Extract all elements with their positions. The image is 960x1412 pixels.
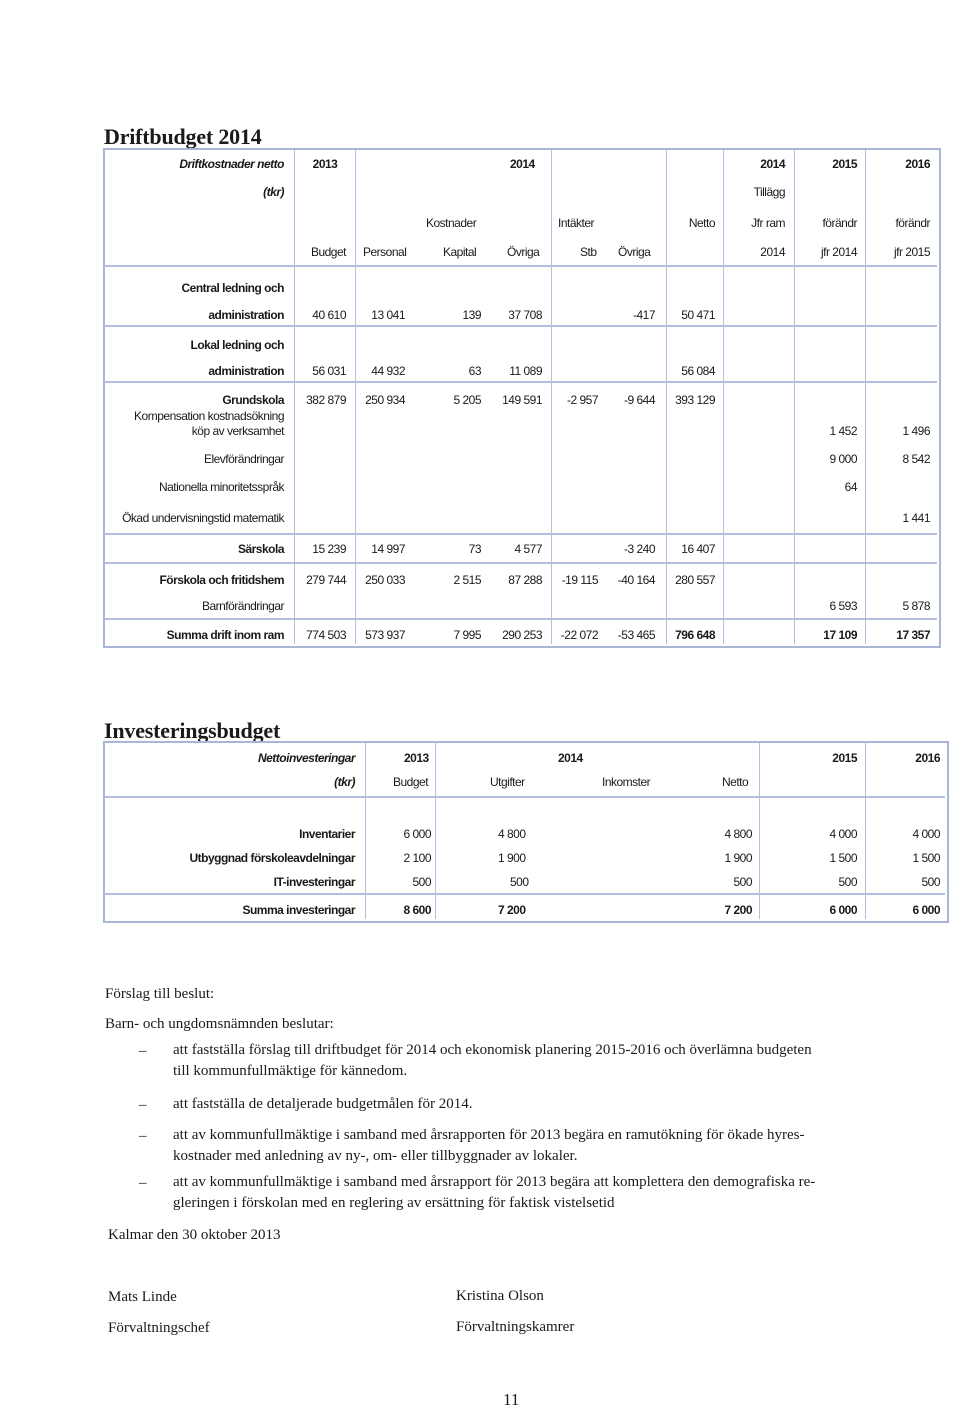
row-label: IT-investeringar — [273, 875, 355, 889]
cell-2015: 6 000 — [829, 903, 857, 917]
cell-kapital: 73 — [468, 542, 481, 556]
cell-ovriga: 87 288 — [508, 573, 542, 587]
cell-kapital: 5 205 — [453, 393, 481, 407]
cell-forandr-2016: 1 441 — [902, 511, 930, 525]
list-item-text: att fastställa förslag till driftbudget för 2014 och ekonomisk planering 2015-2016 och överlämna budgeten — [173, 1042, 812, 1058]
list-item-text: kostnader med anledning av ny-, om- eller tillbyggnader av lokaler. — [173, 1148, 578, 1164]
header-netto: Netto — [688, 216, 715, 230]
header-tillagg: Tillägg — [753, 185, 785, 199]
invest-table-frame — [103, 741, 949, 923]
list-item-text: att fastställa de detaljerade budgetmålen för 2014. — [173, 1096, 473, 1112]
cell-stb: -19 115 — [561, 573, 598, 587]
col-divider — [723, 150, 724, 644]
cell-ovriga: 290 253 — [502, 628, 542, 642]
header-year-2014: 2014 — [510, 157, 535, 171]
cell-budget: 774 503 — [306, 628, 346, 642]
cell-forandr-2015: 64 — [844, 480, 857, 494]
cell-forandr-2016: 8 542 — [902, 452, 930, 466]
cell-netto: 796 648 — [675, 628, 715, 642]
header-kapital: Kapital — [443, 245, 477, 259]
cell-kapital: 2 515 — [453, 573, 481, 587]
cell-netto: 7 200 — [724, 903, 752, 917]
cell-forandr-2015: 17 109 — [823, 628, 857, 642]
cell-utgifter: 1 900 — [498, 851, 526, 865]
header-ovriga-2: Övriga — [618, 245, 651, 259]
cell-netto: 56 084 — [681, 364, 715, 378]
signatory-name: Kristina Olson — [456, 1288, 544, 1304]
row-label: Förskola och fritidshem — [159, 573, 284, 587]
cell-ovriga-2: -417 — [632, 308, 655, 322]
cell-ovriga-2: -53 465 — [617, 628, 655, 642]
cell-netto: 16 407 — [681, 542, 715, 556]
row-label: Central ledning och — [181, 281, 284, 295]
header-personal: Personal — [363, 245, 407, 259]
row-label: administration — [208, 364, 284, 378]
proposal-intro: Barn- och ungdomsnämnden beslutar: — [105, 1016, 334, 1032]
header-stb: Stb — [580, 245, 597, 259]
cell-ovriga: 37 708 — [508, 308, 542, 322]
cell-ovriga-2: -40 164 — [617, 573, 655, 587]
row-divider — [105, 618, 937, 620]
cell-kapital: 7 995 — [453, 628, 481, 642]
cell-kapital: 63 — [468, 364, 481, 378]
list-item-text: att av kommunfullmäktige i samband med årsrapport för 2013 begära att komplettera den demografiska re- — [173, 1174, 816, 1190]
list-item-text: till kommunfullmäktige för kännedom. — [173, 1063, 408, 1079]
row-label: Ökad undervisningstid matematik — [122, 511, 284, 525]
bullet-dash: – — [139, 1128, 147, 1144]
cell-netto: 1 900 — [724, 851, 752, 865]
header-year-2014-ram: 2014 — [760, 157, 785, 171]
cell-utgifter: 7 200 — [498, 903, 526, 917]
header-year-2016: 2016 — [915, 751, 940, 765]
header-label: Nettoinvesteringar — [257, 751, 355, 765]
header-label: Driftkostnader netto — [179, 157, 284, 171]
cell-2016: 500 — [921, 875, 940, 889]
col-divider — [551, 150, 552, 644]
cell-budget: 8 600 — [403, 903, 431, 917]
place-date: Kalmar den 30 oktober 2013 — [108, 1227, 281, 1243]
header-year-2013: 2013 — [312, 157, 338, 171]
cell-personal: 13 041 — [371, 308, 405, 322]
header-unit: (tkr) — [334, 775, 355, 789]
cell-utgifter: 4 800 — [498, 827, 526, 841]
col-divider — [294, 150, 295, 644]
cell-budget: 40 610 — [312, 308, 346, 322]
cell-forandr-2015: 6 593 — [829, 599, 857, 613]
header-budget: Budget — [310, 245, 346, 259]
header-year-2015: 2015 — [832, 157, 857, 171]
header-unit: (tkr) — [263, 185, 284, 199]
cell-netto: 393 129 — [675, 393, 715, 407]
cell-personal: 14 997 — [371, 542, 405, 556]
row-label: Nationella minoritetsspråk — [158, 480, 284, 494]
header-jfrram: Jfr ram — [751, 216, 785, 230]
cell-netto: 4 800 — [724, 827, 752, 841]
row-label: Summa drift inom ram — [166, 628, 284, 642]
header-budget: Budget — [393, 775, 429, 789]
header-netto: Netto — [722, 775, 749, 789]
cell-netto: 500 — [733, 875, 752, 889]
cell-personal: 44 932 — [371, 364, 405, 378]
cell-ovriga-2: -3 240 — [623, 542, 655, 556]
row-label: Elevförändringar — [203, 452, 284, 466]
col-divider — [355, 150, 356, 644]
col-divider — [865, 150, 866, 644]
bullet-dash: – — [139, 1175, 147, 1191]
header-jfr-2015: jfr 2015 — [893, 245, 930, 259]
cell-ovriga: 4 577 — [514, 542, 542, 556]
row-label: Kompensation kostnadsökning — [134, 409, 284, 423]
header-kostnader: Kostnader — [426, 216, 477, 230]
bullet-dash: – — [139, 1043, 147, 1059]
signatory-title: Förvaltningschef — [108, 1320, 210, 1336]
row-divider — [105, 796, 945, 798]
row-label: Lokal ledning och — [190, 338, 284, 352]
page-number: 11 — [503, 1390, 520, 1409]
cell-utgifter: 500 — [510, 875, 529, 889]
header-inkomster: Inkomster — [602, 775, 651, 789]
row-label: Särskola — [237, 542, 284, 556]
invest-title: Investeringsbudget — [104, 718, 281, 743]
header-forandr-2016: förändr — [895, 216, 930, 230]
row-label: Barnförändringar — [201, 599, 284, 613]
header-year-2015: 2015 — [832, 751, 857, 765]
cell-budget: 6 000 — [403, 827, 431, 841]
cell-forandr-2015: 9 000 — [829, 452, 857, 466]
col-divider — [666, 150, 667, 644]
row-divider — [105, 562, 937, 564]
cell-2015: 1 500 — [829, 851, 857, 865]
header-year-2016: 2016 — [905, 157, 930, 171]
header-utgifter: Utgifter — [490, 775, 525, 789]
row-label: administration — [208, 308, 284, 322]
cell-2016: 4 000 — [912, 827, 940, 841]
signatory-title: Förvaltningskamrer — [456, 1319, 575, 1335]
cell-ovriga: 149 591 — [502, 393, 542, 407]
row-label: Grundskola — [222, 393, 284, 407]
proposal-heading: Förslag till beslut: — [105, 986, 215, 1002]
cell-2015: 500 — [838, 875, 857, 889]
cell-budget: 382 879 — [306, 393, 346, 407]
cell-kapital: 139 — [462, 308, 481, 322]
header-ovriga: Övriga — [507, 245, 540, 259]
cell-stb: -22 072 — [560, 628, 598, 642]
header-forandr-2015: förändr — [822, 216, 857, 230]
cell-forandr-2016: 5 878 — [902, 599, 930, 613]
header-year-2014: 2014 — [558, 751, 583, 765]
cell-budget: 56 031 — [312, 364, 346, 378]
cell-budget: 2 100 — [403, 851, 431, 865]
row-divider — [105, 381, 937, 383]
row-divider — [105, 893, 945, 895]
cell-budget: 500 — [412, 875, 431, 889]
row-divider — [105, 325, 937, 327]
row-label: köp av verksamhet — [191, 424, 284, 438]
drift-title: Driftbudget 2014 — [104, 124, 262, 149]
list-item-text: gleringen i förskolan med en reglering av ersättning för faktisk vistelsetid — [173, 1195, 615, 1211]
cell-budget: 279 744 — [306, 573, 346, 587]
cell-netto: 280 557 — [675, 573, 715, 587]
cell-personal: 573 937 — [365, 628, 405, 642]
col-divider — [794, 150, 795, 644]
row-label: Summa investeringar — [242, 903, 355, 917]
row-divider — [105, 265, 937, 267]
cell-forandr-2016: 17 357 — [896, 628, 930, 642]
cell-forandr-2016: 1 496 — [902, 424, 930, 438]
cell-personal: 250 934 — [365, 393, 405, 407]
cell-forandr-2015: 1 452 — [829, 424, 857, 438]
cell-ovriga-2: -9 644 — [623, 393, 655, 407]
cell-stb: -2 957 — [566, 393, 598, 407]
header-year-2013: 2013 — [404, 751, 429, 765]
cell-netto: 50 471 — [681, 308, 715, 322]
row-label: Inventarier — [299, 827, 355, 841]
header-jfr-2014: jfr 2014 — [820, 245, 857, 259]
signatory-name: Mats Linde — [108, 1289, 177, 1305]
bullet-dash: – — [139, 1097, 147, 1113]
cell-2016: 1 500 — [912, 851, 940, 865]
list-item-text: att av kommunfullmäktige i samband med årsrapporten för 2013 begära en ramutökning för ökade hyres- — [173, 1127, 805, 1143]
cell-budget: 15 239 — [312, 542, 346, 556]
cell-2016: 6 000 — [912, 903, 940, 917]
cell-personal: 250 033 — [365, 573, 405, 587]
header-intakter: Intäkter — [558, 216, 595, 230]
cell-ovriga: 11 089 — [509, 364, 542, 378]
header-2014: 2014 — [760, 245, 785, 259]
row-divider — [105, 533, 937, 535]
row-label: Utbyggnad förskoleavdelningar — [189, 851, 355, 865]
cell-2015: 4 000 — [829, 827, 857, 841]
